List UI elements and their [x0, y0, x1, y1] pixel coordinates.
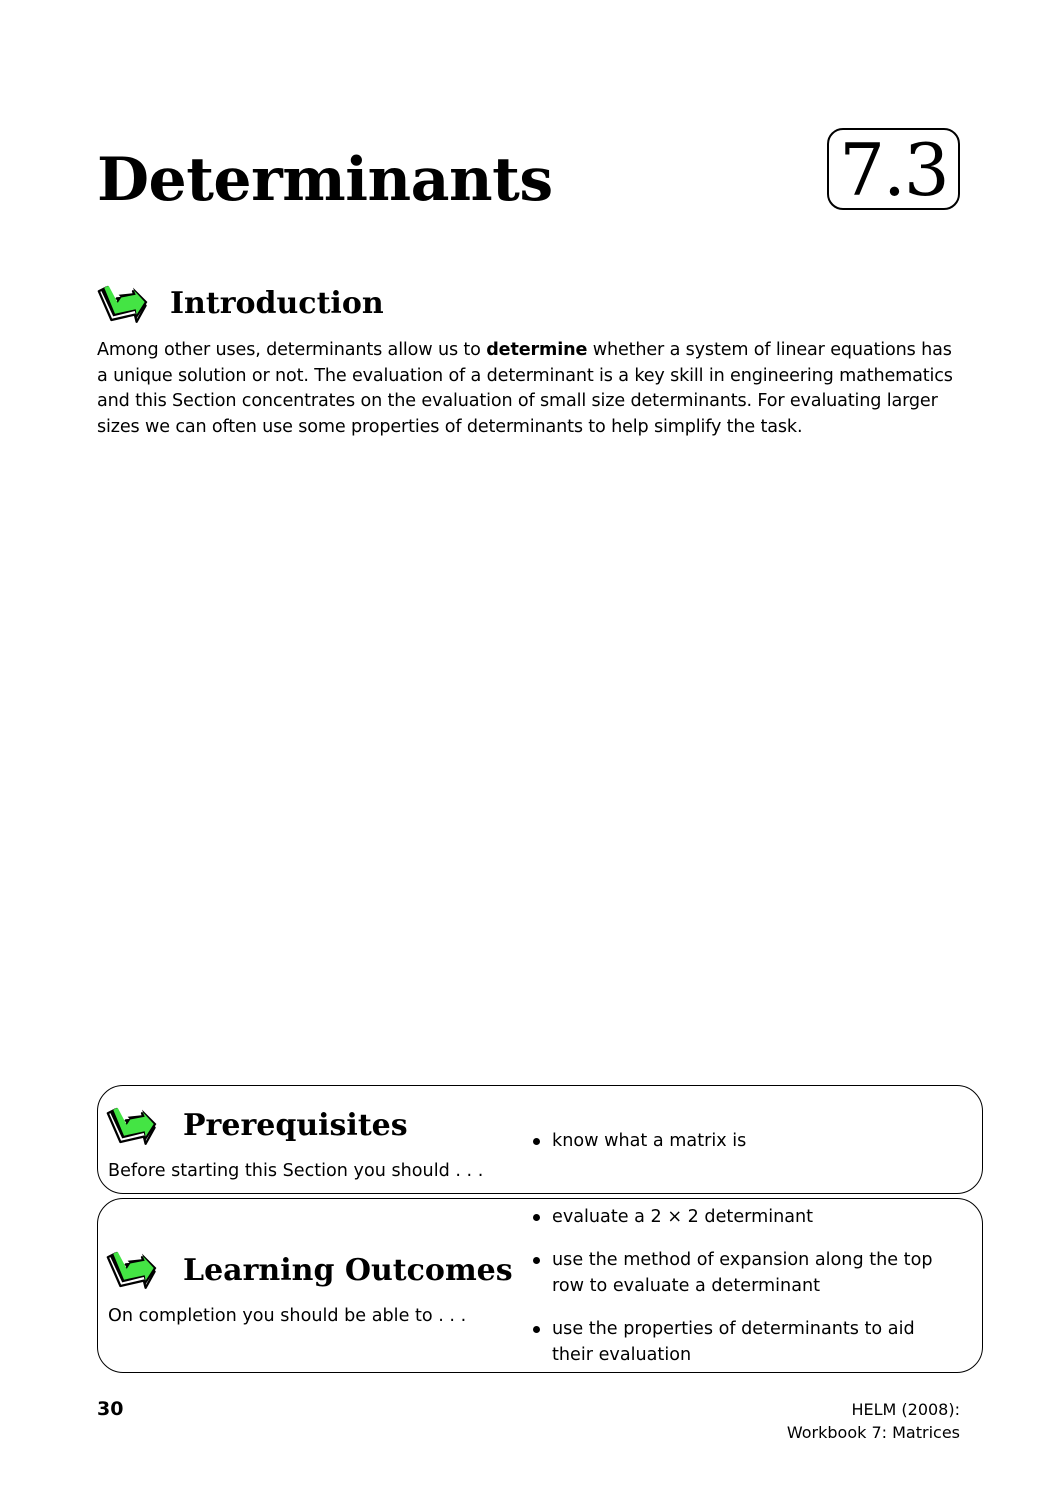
introduction-text: [97, 338, 967, 440]
list-item: use the properties of determinants to aid their evaluation: [529, 1316, 937, 1368]
footer-source-line1: HELM (2008):: [851, 1400, 960, 1419]
prerequisites-heading: Prerequisites: [183, 1108, 408, 1143]
introduction-heading: Introduction: [170, 286, 384, 321]
intro-text-end: whether a system of linear equations has a unique solution or not. The evaluation of a determinant is a key skill in engineering mathematics and this Section concentrates on the evaluation of small size determinants. For evaluating larger sizes we can often use some properties of determinants to help simplify the task.: [97, 340, 953, 437]
intro-text-start: Among other uses, determinants allow us to: [97, 340, 487, 360]
footer-source: [787, 1398, 960, 1444]
green-arrow-icon: [106, 1240, 160, 1296]
page-title: Determinants: [97, 145, 553, 215]
prerequisites-list: [529, 1128, 942, 1154]
learning-outcomes-heading: Learning Outcomes: [183, 1253, 513, 1288]
prerequisites-subtext: Before starting this Section you should . . .: [108, 1161, 484, 1181]
list-item: evaluate a 2 × 2 determinant: [529, 1204, 942, 1230]
footer-source-line2: Workbook 7: Matrices: [786, 1423, 960, 1442]
intro-bold-word: determine: [486, 340, 588, 360]
learning-outcomes-box: [97, 1198, 983, 1373]
list-item: use the method of expansion along the top row to evaluate a determinant: [529, 1247, 937, 1299]
learning-outcomes-subtext: On completion you should be able to . . .: [108, 1306, 467, 1326]
green-arrow-icon: [97, 274, 151, 330]
page-number: 30: [97, 1398, 124, 1420]
prerequisites-box: [97, 1085, 983, 1194]
list-item: know what a matrix is: [529, 1128, 942, 1154]
green-arrow-icon: [106, 1096, 160, 1152]
section-number-badge: 7.3: [827, 128, 960, 210]
learning-outcomes-list: [529, 1204, 942, 1368]
